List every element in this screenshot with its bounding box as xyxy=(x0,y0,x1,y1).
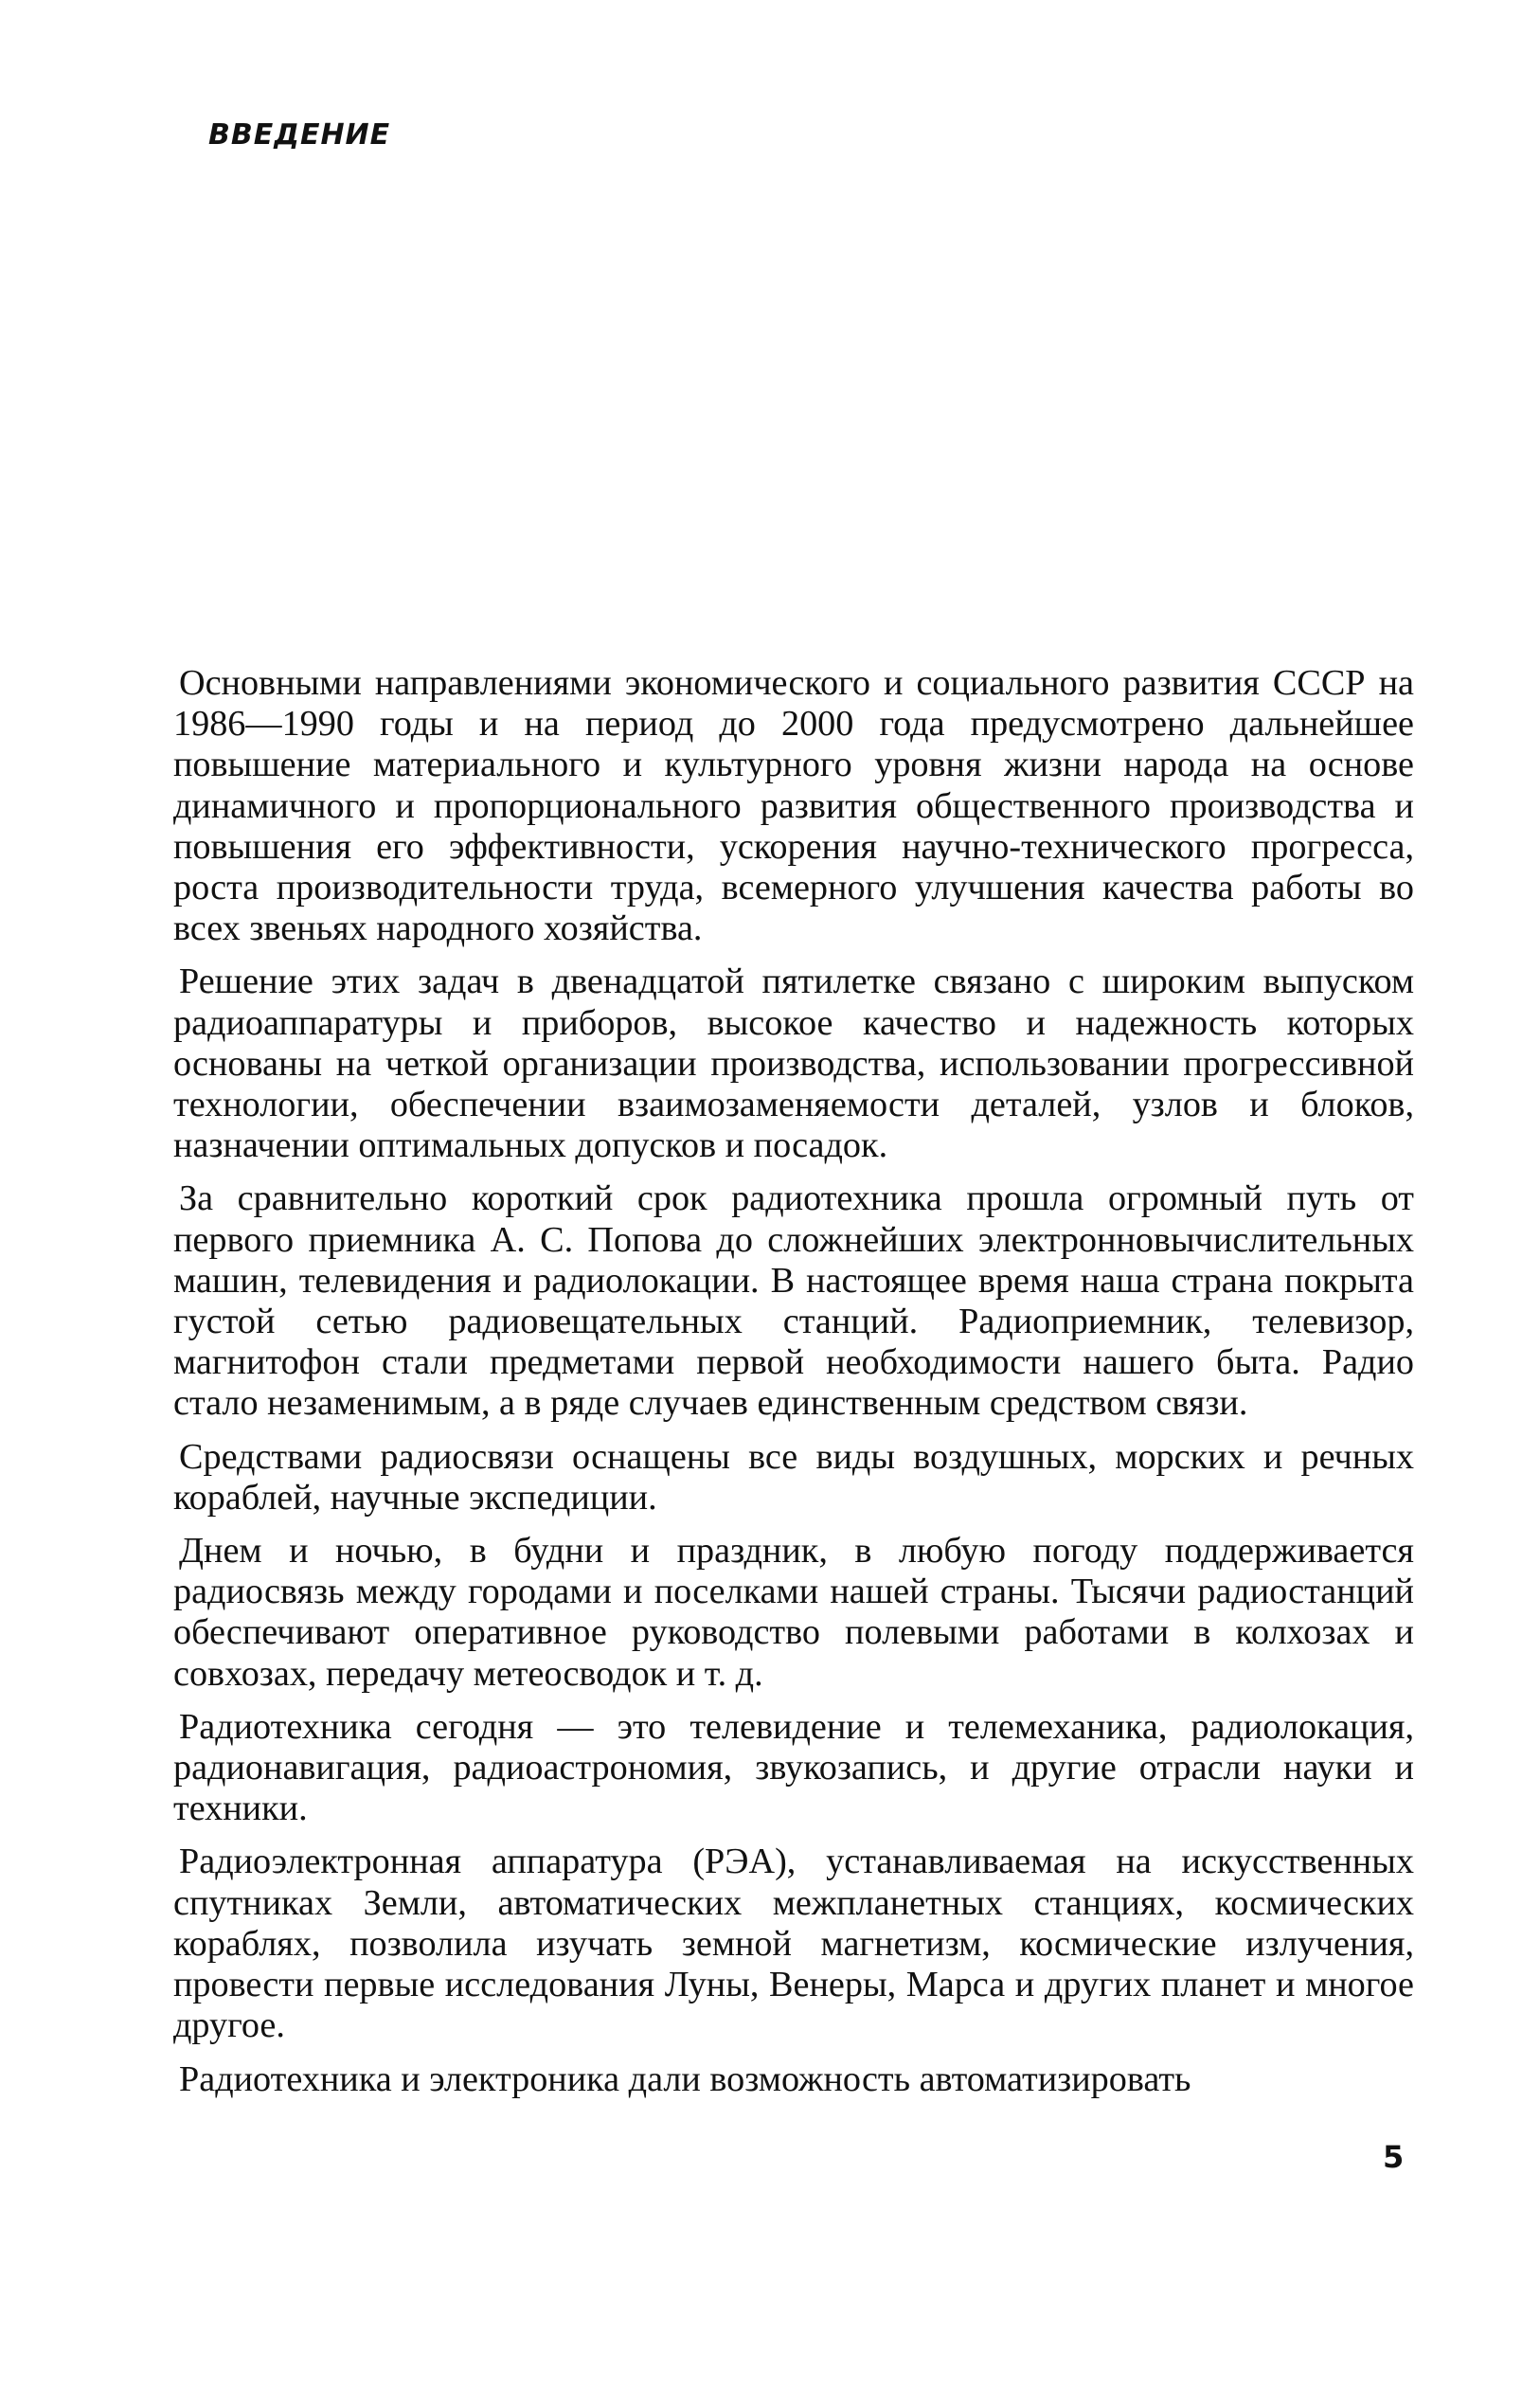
paragraph-4: Средствами радиосвязи оснащены все виды воздушных, морских и речных кораблей, научные экспедиции. xyxy=(173,1436,1414,1518)
paragraph-3: За сравнительно короткий срок радиотехника прошла огромный путь от первого приемника А. С. Попова до сложнейших электронновычислительных машин, телевидения и радиолокации. В настоящее время наша страна покрыта густой сетью радиовещательных станций. Радиоприемник, телевизор, магнитофон стали предметами первой необходимости нашего быта. Радио стало незаменимым, а в ряде случаев единственным средством связи. xyxy=(173,1178,1414,1424)
paragraph-8: Радиотехника и электроника дали возможность автоматизировать xyxy=(179,2058,1191,2099)
paragraph-7: Радиоэлектронная аппаратура (РЭА), устанавливаемая на искусственных спутниках Земли, автоматических межпланетных станциях, космических кораблях, позволила изучать земной магнетизм, космические излучения, провести первые исследования Луны, Венеры, Марса и других планет и многое другое. xyxy=(173,1842,1414,2046)
body-text xyxy=(173,663,1414,2112)
paragraph-1: Основными направлениями экономического и социального развития СССР на 1986—1990 годы и на период до 2000 года предусмотрено дальнейшее повышение материального и культурного уровня жизни народа на основе динамичного и пропорционального развития общественного производства и повышения его эффективности, ускорения научно-технического прогресса, роста производительности труда, всемерного улучшения качества работы во всех звеньях народного хозяйства. xyxy=(173,663,1414,949)
paragraph-2: Решение этих задач в двенадцатой пятилетке связано с широким выпуском радиоаппаратуры и приборов, высокое качество и надежность которых основаны на четкой организации производства, использовании прогрессивной технологии, обеспечении взаимозаменяемости деталей, узлов и блоков, назначении оптимальных допусков и посадок. xyxy=(173,961,1414,1166)
page-number: 5 xyxy=(1383,2139,1405,2175)
paragraph-5: Днем и ночью, в будни и праздник, в любую погоду поддерживается радиосвязь между городами и поселками нашей страны. Тысячи радиостанций обеспечивают оперативное руководство полевыми работами в колхозах и совхозах, передачу метеосводок и т. д. xyxy=(173,1531,1414,1694)
paragraph-6: Радиотехника сегодня — это телевидение и телемеханика, радиолокация, радионавигация, радиоастрономия, звукозапись, и другие отрасли науки и техники. xyxy=(173,1706,1414,1829)
section-heading: ВВЕДЕНИЕ xyxy=(208,118,391,152)
